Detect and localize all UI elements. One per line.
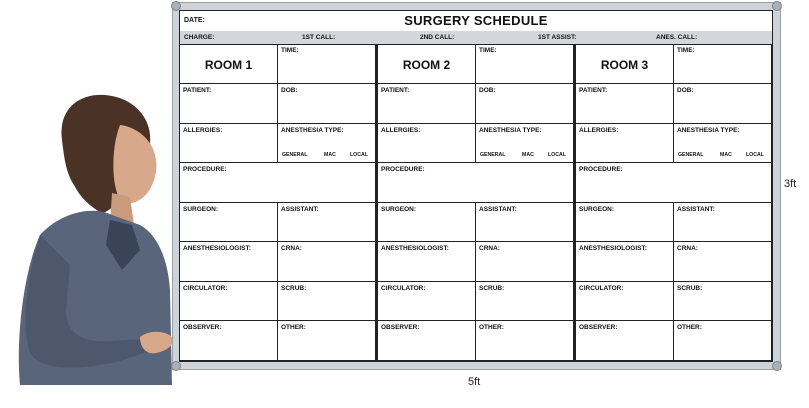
label-dob: DOB: <box>281 87 298 94</box>
presenter-illustration <box>0 85 190 385</box>
field-procedure[interactable] <box>180 163 376 203</box>
field-time[interactable] <box>674 44 772 84</box>
call-bar <box>180 31 772 45</box>
field-allergies[interactable] <box>180 124 278 163</box>
label-anesthesiologist: ANESTHESIOLOGIST: <box>579 245 647 252</box>
label-dob: DOB: <box>677 87 694 94</box>
label-scrub: SCRUB: <box>677 285 703 292</box>
label-time: TIME: <box>677 47 695 54</box>
header-bar <box>180 11 772 32</box>
field-allergies[interactable] <box>576 124 674 163</box>
label-allergies: ALLERGIES: <box>183 127 223 134</box>
label-anesthesiologist: ANESTHESIOLOGIST: <box>183 245 251 252</box>
label-procedure: PROCEDURE: <box>579 166 623 173</box>
anesthesia-option[interactable]: LOCAL <box>746 152 764 158</box>
anesthesia-option[interactable]: LOCAL <box>350 152 368 158</box>
anes-call-label: ANES. CALL: <box>656 34 698 41</box>
field-crna[interactable] <box>674 242 772 282</box>
label-observer: OBSERVER: <box>579 324 618 331</box>
field-assistant[interactable] <box>674 203 772 242</box>
label-anesthesia_type: ANESTHESIA TYPE: <box>677 127 740 134</box>
height-dimension: 3ft <box>784 178 797 190</box>
label-scrub: SCRUB: <box>479 285 505 292</box>
first-call-label: 1ST CALL: <box>302 34 336 41</box>
field-patient[interactable] <box>576 84 674 124</box>
field-surgeon[interactable] <box>180 203 278 242</box>
label-crna: CRNA: <box>281 245 302 252</box>
second-call-label: 2ND CALL: <box>420 34 455 41</box>
field-scrub[interactable] <box>476 282 574 321</box>
field-dob[interactable] <box>476 84 574 124</box>
room-column <box>180 44 376 361</box>
field-dob[interactable] <box>278 84 376 124</box>
field-surgeon[interactable] <box>378 203 476 242</box>
field-time[interactable] <box>476 44 574 84</box>
label-allergies: ALLERGIES: <box>381 127 421 134</box>
label-assistant: ASSISTANT: <box>479 206 517 213</box>
label-anesthesia_type: ANESTHESIA TYPE: <box>479 127 542 134</box>
field-assistant[interactable] <box>278 203 376 242</box>
label-assistant: ASSISTANT: <box>677 206 715 213</box>
label-patient: PATIENT: <box>579 87 608 94</box>
anesthesia-option[interactable]: MAC <box>324 152 336 158</box>
surgery-schedule-board <box>179 10 773 362</box>
label-dob: DOB: <box>479 87 496 94</box>
label-crna: CRNA: <box>677 245 698 252</box>
label-procedure: PROCEDURE: <box>183 166 227 173</box>
label-time: TIME: <box>281 47 299 54</box>
room-column <box>574 44 772 361</box>
room-column <box>376 44 574 361</box>
date-label: DATE: <box>184 17 205 24</box>
field-observer[interactable] <box>378 321 476 361</box>
field-surgeon[interactable] <box>576 203 674 242</box>
frame-corner <box>772 361 782 371</box>
label-scrub: SCRUB: <box>281 285 307 292</box>
field-anesthesiologist[interactable] <box>180 242 278 282</box>
label-anesthesia_type: ANESTHESIA TYPE: <box>281 127 344 134</box>
field-circulator[interactable] <box>576 282 674 321</box>
frame-corner <box>171 361 181 371</box>
label-surgeon: SURGEON: <box>381 206 417 213</box>
field-dob[interactable] <box>674 84 772 124</box>
label-other: OTHER: <box>281 324 306 331</box>
room-name: ROOM 3 <box>600 58 649 72</box>
label-other: OTHER: <box>479 324 504 331</box>
field-procedure[interactable] <box>378 163 574 203</box>
label-surgeon: SURGEON: <box>579 206 615 213</box>
label-observer: OBSERVER: <box>381 324 420 331</box>
anesthesia-option[interactable]: MAC <box>720 152 732 158</box>
field-procedure[interactable] <box>576 163 772 203</box>
field-other[interactable] <box>278 321 376 361</box>
room-name: ROOM 1 <box>204 58 253 72</box>
board-title: SURGERY SCHEDULE <box>404 13 548 28</box>
field-patient[interactable] <box>180 84 278 124</box>
field-scrub[interactable] <box>278 282 376 321</box>
charge-label: CHARGE: <box>184 34 215 41</box>
field-anesthesia_type[interactable] <box>674 124 772 163</box>
field-anesthesiologist[interactable] <box>378 242 476 282</box>
field-other[interactable] <box>674 321 772 361</box>
anesthesia-option[interactable]: GENERAL <box>480 152 506 158</box>
anesthesia-option[interactable]: LOCAL <box>548 152 566 158</box>
label-circulator: CIRCULATOR: <box>579 285 624 292</box>
label-anesthesiologist: ANESTHESIOLOGIST: <box>381 245 449 252</box>
field-assistant[interactable] <box>476 203 574 242</box>
label-crna: CRNA: <box>479 245 500 252</box>
room-name-cell[interactable] <box>576 44 674 84</box>
field-other[interactable] <box>476 321 574 361</box>
anesthesia-option[interactable]: GENERAL <box>678 152 704 158</box>
anesthesia-option[interactable]: GENERAL <box>282 152 308 158</box>
field-allergies[interactable] <box>378 124 476 163</box>
width-dimension: 5ft <box>468 376 481 388</box>
label-observer: OBSERVER: <box>183 324 222 331</box>
label-patient: PATIENT: <box>183 87 212 94</box>
label-assistant: ASSISTANT: <box>281 206 319 213</box>
field-time[interactable] <box>278 44 376 84</box>
label-circulator: CIRCULATOR: <box>381 285 426 292</box>
room-name-cell[interactable] <box>180 44 278 84</box>
field-observer[interactable] <box>576 321 674 361</box>
field-circulator[interactable] <box>378 282 476 321</box>
field-crna[interactable] <box>476 242 574 282</box>
field-observer[interactable] <box>180 321 278 361</box>
field-patient[interactable] <box>378 84 476 124</box>
field-circulator[interactable] <box>180 282 278 321</box>
field-scrub[interactable] <box>674 282 772 321</box>
field-anesthesia_type[interactable] <box>278 124 376 163</box>
field-anesthesia_type[interactable] <box>476 124 574 163</box>
label-surgeon: SURGEON: <box>183 206 219 213</box>
first-assist-label: 1ST ASSIST: <box>538 34 577 41</box>
label-other: OTHER: <box>677 324 702 331</box>
label-time: TIME: <box>479 47 497 54</box>
field-crna[interactable] <box>278 242 376 282</box>
frame-corner <box>772 1 782 11</box>
label-circulator: CIRCULATOR: <box>183 285 228 292</box>
label-allergies: ALLERGIES: <box>579 127 619 134</box>
room-name: ROOM 2 <box>402 58 451 72</box>
room-name-cell[interactable] <box>378 44 476 84</box>
label-procedure: PROCEDURE: <box>381 166 425 173</box>
anesthesia-option[interactable]: MAC <box>522 152 534 158</box>
label-patient: PATIENT: <box>381 87 410 94</box>
field-anesthesiologist[interactable] <box>576 242 674 282</box>
